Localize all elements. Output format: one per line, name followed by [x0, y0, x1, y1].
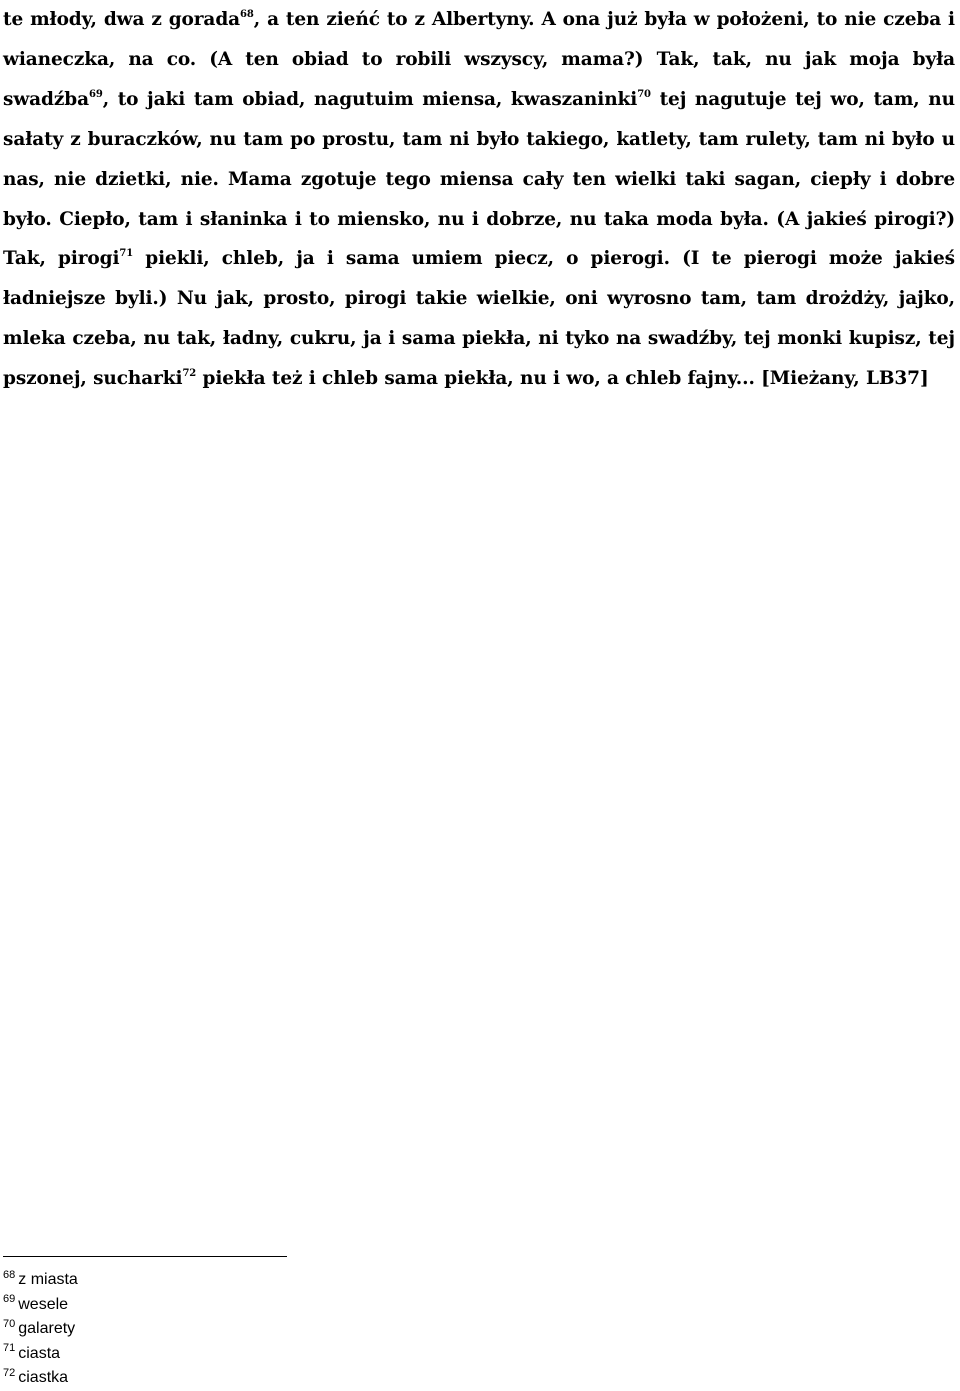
text-run: piekła też i chleb sama piekła, nu i wo, a chleb fajny... [Mieżany, LB37] [196, 368, 929, 390]
text-run: te młody, dwa z gorada [3, 9, 241, 30]
footnote-number: 71 [3, 1342, 16, 1355]
footnote-number: 69 [3, 1293, 16, 1306]
text-run: , to jaki tam obiad, nagutuim miensa, kwaszaninki [102, 88, 638, 110]
footnotes-list [3, 1268, 78, 1391]
text-run: , a ten zieńć to z Albertyny. A ona już była w położeni, to nie czeba i wianeczka, na co. (A ten obiad to robili wszyscy, mama?) Tak, tak, nu jak moja była swadźba [3, 9, 955, 110]
footnote-text: ciastka [18, 1369, 69, 1386]
footnote-item [3, 1317, 78, 1342]
footnote-text: z miasta [18, 1271, 78, 1288]
footnote-reference: 70 [637, 88, 651, 100]
footnote-reference: 71 [119, 248, 134, 260]
footnote-text: ciasta [18, 1344, 61, 1362]
footnote-item [3, 1268, 78, 1293]
footnote-reference: 68 [240, 8, 254, 20]
footnote-number: 70 [3, 1317, 16, 1330]
footnote-text: galarety [18, 1320, 76, 1337]
footnote-reference: 72 [182, 368, 197, 379]
text-run: piekli, chleb, ja i sama umiem piecz, o pierogi. (I te pierogi może jakieś ładniejsze byli.) Nu jak, prosto, pirogi takie wielkie, oni wyrosno tam, tam drożdży, jajko, mleka czeba, nu tak, ładny, cukru, ja i sama piekła, ni tyko na swadźby, tej monki kupisz, tej pszonej, sucharki [3, 248, 955, 390]
body-paragraph [3, 0, 955, 399]
footnote-reference: 69 [89, 88, 103, 100]
footnote-item [3, 1293, 78, 1318]
footnote-separator [3, 1256, 287, 1257]
text-run: tej nagutuje tej wo, tam, nu sałaty z buraczków, nu tam po prostu, tam ni było takiego, katlety, tam rulety, tam ni było u nas, nie dzietki, nie. Mama zgotuje tego miensa cały ten wielki taki sagan, ciepły i dobre było. Ciepło, tam i słaninka i to miensko, nu i dobrze, nu taka moda była. (A jakieś pirogi?) Tak, pirogi [3, 88, 955, 270]
footnote-number: 68 [3, 1268, 16, 1281]
footnote-item [3, 1342, 78, 1367]
footnote-number: 72 [3, 1366, 16, 1379]
footnote-text: wesele [18, 1295, 69, 1313]
